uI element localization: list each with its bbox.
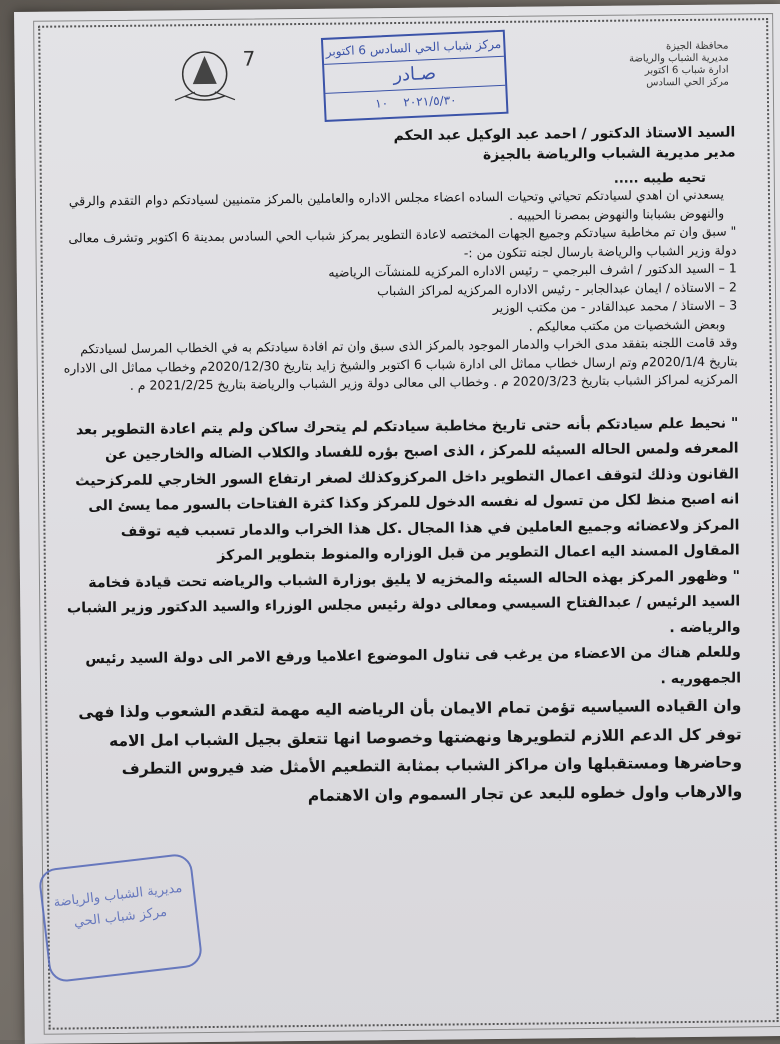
committee-member-3: 3 – الاستاذ / محمد عبدالقادر - من مكتب الوزير (492, 297, 738, 316)
round-stamp-line1: مديرية الشباب والرياضة (52, 880, 184, 911)
committee-member-others: وبعض الشخصيات من مكتب معاليكم . (528, 316, 726, 334)
letter-header (54, 28, 741, 125)
paragraph-media: وللعلم هناك من الاعضاء من يرغب فى تناول الموضوع اعلاميا ورفع الامر الى دولة السيد رئيس الجمهوريه . (85, 644, 742, 687)
paragraph-leadership: وان القياده السياسيه تؤمن تمام الايمان بأن الرياضه اليه مهمة لتقدم الشعوب ولذا فهى توفر كل الدعم اللازم لتطويرها ونهضتها وخصوصا انها تتعلق بجيل الشباب امل الامه وحاضرها ومستقبلها وان مراكز الشباب بمثابة التطعيم الأمثل ضد فيروس التطرف والارهاب واول خطوه للبعد عن تجار السموم وان الاهتمام (78, 696, 743, 805)
svg-text:7: 7 (242, 46, 256, 71)
org-governorate: محافظة الجيزة (665, 40, 729, 53)
outgoing-stamp (321, 30, 509, 122)
committee-member-1: 1 – السيد الدكتور / اشرف البرجمي – رئيس الاداره المركزيه للمنشآت الرياضيه (328, 260, 737, 280)
letter-body (59, 122, 742, 812)
paragraph-appearance: " وظهور المركز بهذه الحاله السيئه والمخزيه لا يليق بوزارة الشباب والرياضه تحت قيادة فخامة السيد الرئيس / عبدالفتاح السيسي ومعالى دولة رئيس مجلس الوزراء والسيد الدكتور وزير الشباب والرياضه . (66, 567, 741, 636)
stamp-number: ١٠ (374, 96, 389, 111)
center-logo-icon (154, 43, 255, 114)
committee-member-2: 2 – الاستاذه / ايمان عبدالجابر - رئيس الاداره المركزيه لمراكز الشباب (377, 278, 738, 298)
stamp-date: ٢٠٢١/٥/٣٠ (403, 92, 457, 110)
organization-block (629, 41, 729, 90)
paragraph-status: " نحيط علم سيادتكم بأنه حتى تاريخ مخاطبة سيادتكم لم يتحرك ساكن ولم يتم اعادة التطوير بعد المعرفه ولمس الحاله السيئه للمركز ، الذى اصبح بؤره للفساد والكلاب الضاله والخارجين عن القانون وذلك لتوقف اعمال التطوير داخل المركزوكذلك لصغر ارتفاع السور الخارجي للمركزحيث انه اصبح منظ لكل من تسول له نفسه الدخول للمركز وكذا كثرة الفتاحات بالسور مما يسئ الى المركز ولاعضائه وجميع العاملين في هذا المجال .كل هذا الخراب والدمار تسبب فيه توقف المقاول المسند اليه اعمال التطوير من قبل الوزاره والمنوط بتطوير المركز (75, 414, 740, 564)
round-stamp (37, 852, 203, 983)
addressee-name: السيد الاستاذ الدكتور / احمد عبد الوكيل عبد الحكم (393, 124, 736, 145)
addressee-title: مدير مديرية الشباب والرياضة بالجيزة (482, 144, 736, 164)
stamp-label: صـادر (324, 57, 505, 94)
org-directorate: مديرية الشباب والرياضة (628, 52, 729, 65)
paragraph-inspection: وقد قامت اللجنه بتفقد مدى الخراب والدمار الموجود بالمركز الذى سبق وان تم افادة سيادتكم به في الخطاب المرسل لسيادتكم بتاريخ 2020/1/4م وتم ارسال خطاب مماثل الى ادارة شباب 6 اكتوبر والشيخ زايد بتاريخ 2020/12/30م وخطاب مماثل الى الاداره المركزيه لمراكز الشباب بتاريخ 2020/3/23 م . وخطاب الى معالى دولة وزير الشباب والرياضة بتاريخ 2021/2/25 م . (63, 334, 738, 393)
stamp-center-name: مركز شباب الحي السادس 6 اكتوبر (323, 32, 504, 65)
letter-page (14, 4, 780, 1044)
greeting: تحيه طيبه ..... (613, 170, 706, 187)
paragraph-committee: " سبق وان تم مخاطبة سيادتكم وجميع الجهات المختصه لاعادة التطوير بمركز شباب الحي السادس بمدينة 6 اكتوبر وتشرف معالى دولة وزير الشباب والرياضة بارسال لجنه تتكون من :- (68, 223, 737, 260)
round-stamp-line2: مركز شباب الحي (73, 904, 168, 931)
org-center: مركز الحي السادس (646, 76, 729, 89)
paragraph-intro: يسعدني ان اهدي لسيادتكم تحياتي وتحيات الساده اعضاء مجلس الاداره والعاملين بالمركز متمنيين لسيادتكم دوام التقدم والرقي والنهوض بشبابنا والنهوض بمصرنا الحبيبه . (68, 186, 725, 223)
org-administration: ادارة شباب 6 اكتوبر (644, 64, 729, 77)
